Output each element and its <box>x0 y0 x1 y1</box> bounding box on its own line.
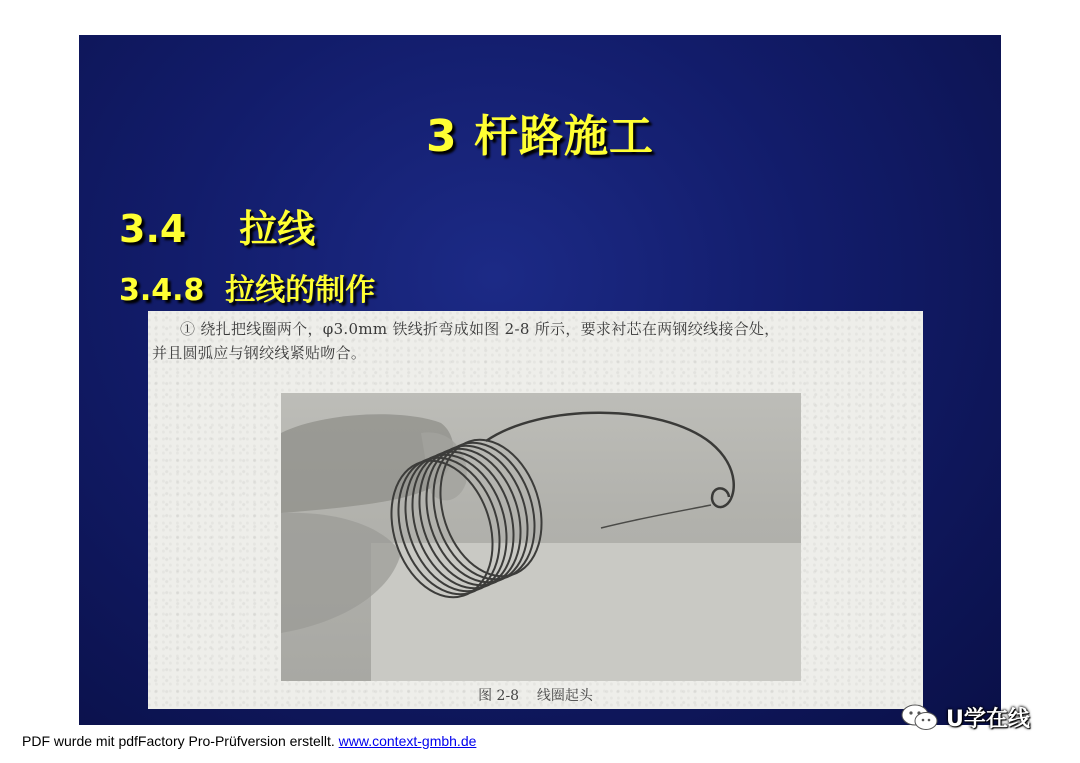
pdf-footer <box>22 733 476 749</box>
wire-coil-illustration <box>281 393 801 681</box>
figure-caption: 图 2-8 线圈起头 <box>478 688 593 704</box>
slide-title: 3 杆路施工 <box>426 111 654 162</box>
excerpt-line-2: 并且圆弧应与钢绞线紧贴吻合。 <box>152 344 367 362</box>
footer-link[interactable]: www.context-gmbh.de <box>338 733 477 749</box>
watermark <box>900 700 1030 734</box>
scanned-book-excerpt <box>148 311 923 709</box>
wire-coil-photo <box>281 393 801 681</box>
excerpt-line-1: ① 绕扎把线圈两个，φ3.0mm 铁线折弯成如图 2-8 所示，要求衬芯在两钢绞线接合处， <box>180 320 780 338</box>
section-heading: 3.4 拉线 <box>119 207 316 251</box>
slide <box>79 35 1001 725</box>
subsection-heading: 3.4.8 拉线的制作 <box>119 273 376 308</box>
wechat-icon <box>900 702 940 732</box>
footer-text: PDF wurde mit pdfFactory Pro-Prüfversion erstellt. <box>22 733 335 749</box>
watermark-label: U学在线 <box>946 706 1030 732</box>
excerpt-paragraph <box>152 317 920 365</box>
